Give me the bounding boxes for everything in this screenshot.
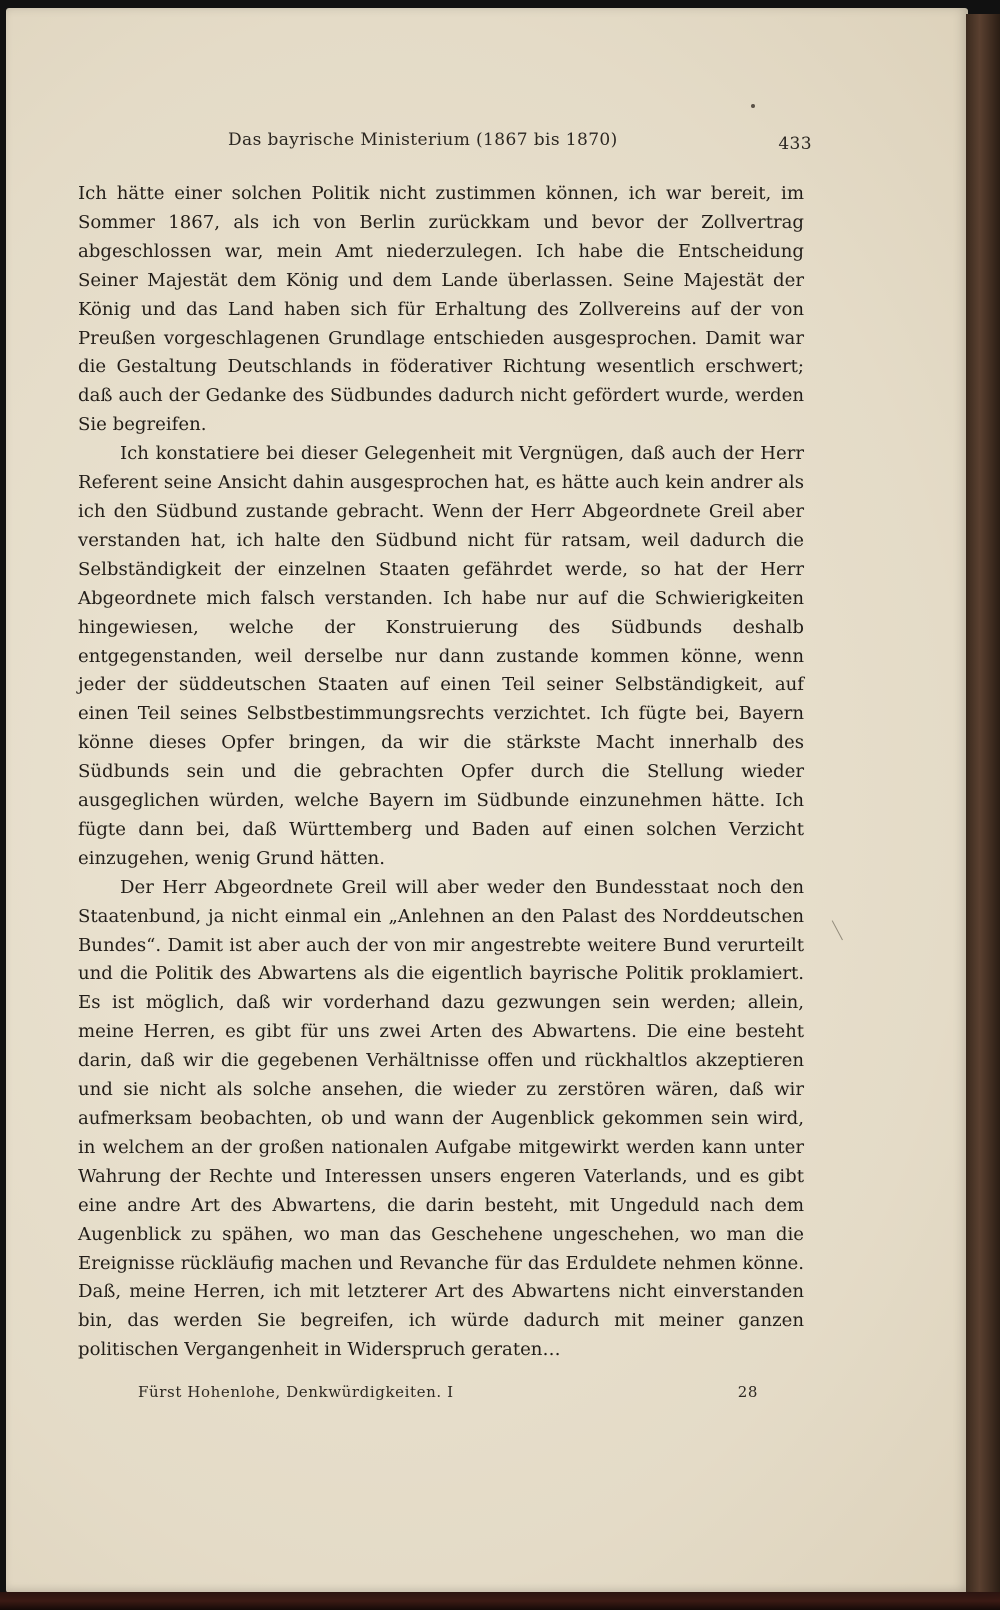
page-footer [138,1383,758,1401]
book-bottom-edge [0,1592,1000,1610]
book-spine-edge [966,14,1000,1594]
footer-book-title: Fürst Hohenlohe, Denkwürdigkeiten. I [138,1383,454,1401]
ink-speck [751,104,755,108]
running-header [78,130,812,160]
running-title: Das bayrische Ministerium (1867 bis 1870) [228,130,618,150]
signature-mark: 28 [737,1383,758,1401]
paragraph: Der Herr Abgeordnete Greil will aber weder den Bundesstaat noch den Staatenbund, ja nicht einmal ein „Anlehnen an den Palast des Norddeutschen Bundes“. Damit ist aber auch der von mir angestrebte weitere Bund verurteilt und die Politik des Abwartens als die eigentlich bayrische Politik proklamiert. Es ist möglich, daß wir vorderhand dazu gezwungen sein werden; allein, meine Herren, es gibt für uns zwei Arten des Abwartens. Die eine besteht darin, daß wir die gegebenen Verhältnisse offen und rückhaltlos akzeptieren und sie nicht als solche ansehen, die wieder zu zerstören wären, daß wir aufmerksam beobachten, ob und wann der Augenblick gekommen sein wird, in welchem an der großen nationalen Aufgabe mitgewirkt werden kann unter Wahrung der Rechte und Interessen unsers engeren Vaterlands, und es gibt eine andre Art des Abwartens, die darin besteht, mit Ungeduld nach dem Augenblick zu spähen, wo man das Geschehene ungeschehen, wo man die Ereignisse rückläufig machen und Revanche für das Erduldete nehmen könne. Daß, meine Herren, ich mit letzterer Art des Abwartens nicht einverstanden bin, das werden Sie begreifen, ich würde dadurch mit meiner ganzen politischen Vergangenheit in Widerspruch geraten… [78,876,804,1361]
body-text [78,180,804,1365]
paragraph: Ich hätte einer solchen Politik nicht zustimmen können, ich war bereit, im Sommer 1867, als ich von Berlin zurückkam und bevor der Zollvertrag abgeschlossen war, mein Amt niederzulegen. Ich habe die Entscheidung Seiner Majestät dem König und dem Lande überlassen. Seine Majestät der König und das Land haben sich für Erhaltung des Zollvereins auf der von Preußen vorgeschlagenen Grundlage entschieden ausgesprochen. Damit war die Gestaltung Deutschlands in föderativer Richtung wesentlich erschwert; daß auch der Gedanke des Südbundes dadurch nicht gefördert wurde, werden Sie begreifen. [78,183,804,436]
paragraph: Ich konstatiere bei dieser Gelegenheit mit Vergnügen, daß auch der Herr Referent seine Ansicht dahin ausgesprochen hat, es hätte auch kein andrer als ich den Südbund zustande gebracht. Wenn der Herr Abgeordnete Greil aber verstanden hat, ich halte den Südbund nicht für ratsam, weil dadurch die Selbständigkeit der einzelnen Staaten gefährdet werde, so hat der Herr Abgeordnete mich falsch verstanden. Ich habe nur auf die Schwierigkeiten hingewiesen, welche der Konstruierung des Südbunds deshalb entgegenstanden, weil derselbe nur dann zustande kommen könne, wenn jeder der süddeutschen Staaten auf einen Teil seiner Selbständigkeit, auf einen Teil seines Selbstbestimmungsrechts verzichtet. Ich fügte bei, Bayern könne dieses Opfer bringen, da wir die stärkste Macht innerhalb des Südbunds sein und die gebrachten Opfer durch die Stellung wieder ausgeglichen würden, welche Bayern im Südbunde einzunehmen hätte. Ich fügte dann bei, daß Württemberg und Baden auf einen solchen Verzicht einzugehen, wenig Grund hätten. [78,443,804,869]
page-number: 433 [778,134,812,154]
